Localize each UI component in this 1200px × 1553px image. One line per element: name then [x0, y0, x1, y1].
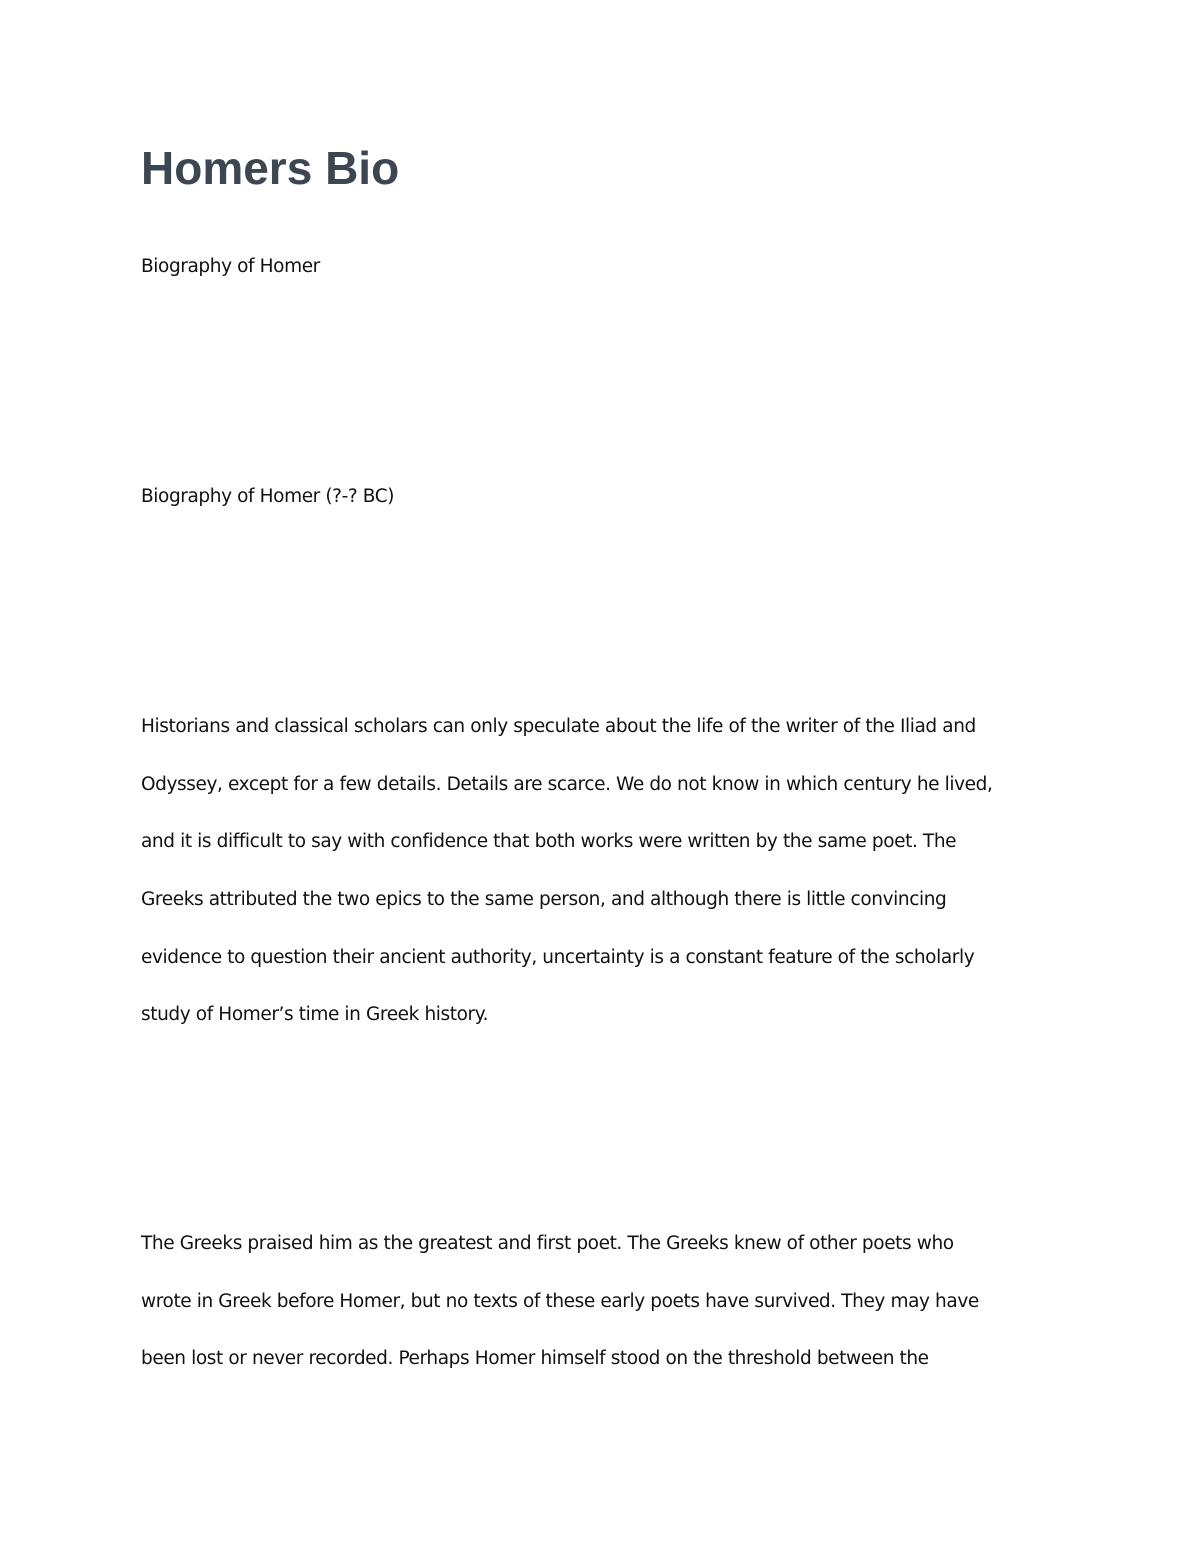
paragraph-line: Historians and classical scholars can only speculate about the life of the writer of the Iliad and [141, 716, 976, 737]
document-title: Homers Bio [141, 142, 400, 194]
paragraph-line: been lost or never recorded. Perhaps Homer himself stood on the threshold between the [141, 1348, 929, 1369]
paragraph-line: evidence to question their ancient authority, uncertainty is a constant feature of the scholarly [141, 947, 975, 968]
paragraph-line: study of Homer’s time in Greek history. [141, 1004, 489, 1025]
paragraph-line: Greeks attributed the two epics to the same person, and although there is little convincing [141, 889, 947, 910]
paragraph-line: wrote in Greek before Homer, but no texts of these early poets have survived. They may have [141, 1291, 979, 1312]
paragraph-line: The Greeks praised him as the greatest and first poet. The Greeks knew of other poets who [141, 1233, 954, 1254]
section-heading: Biography of Homer (?-? BC) [141, 486, 395, 507]
paragraph-line: and it is difficult to say with confidence that both works were written by the same poet. The [141, 831, 957, 852]
paragraph-line: Odyssey, except for a few details. Details are scarce. We do not know in which century he lived, [141, 774, 993, 795]
document-subtitle: Biography of Homer [141, 256, 320, 277]
